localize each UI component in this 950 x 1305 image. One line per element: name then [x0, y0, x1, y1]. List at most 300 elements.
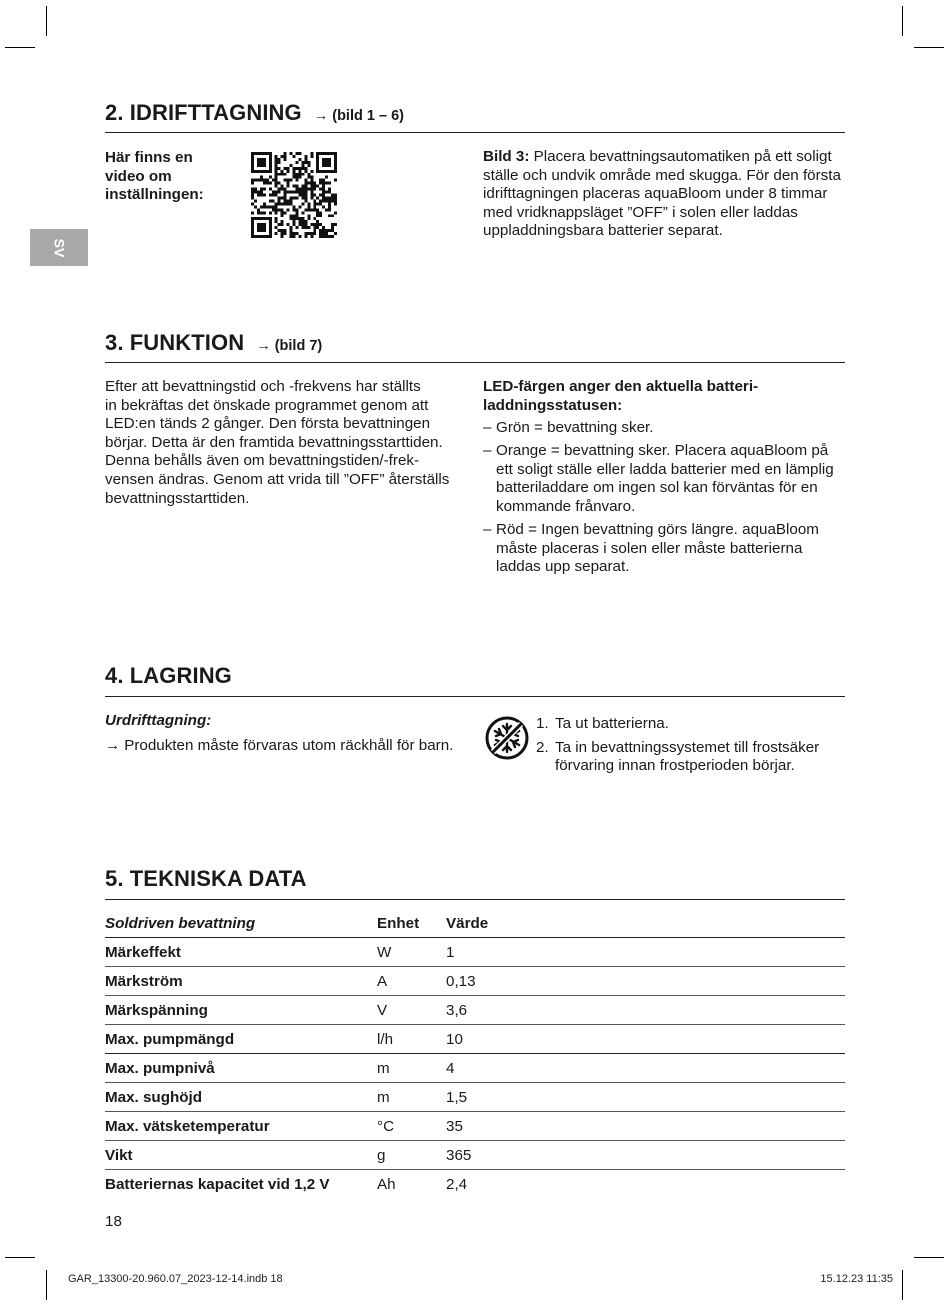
- crop-mark: [914, 47, 944, 48]
- qr-module: [298, 167, 301, 170]
- table-cell: 365: [446, 1141, 845, 1170]
- qr-module: [334, 211, 337, 214]
- qr-module: [260, 170, 263, 173]
- qr-module: [313, 188, 316, 191]
- tech-data-table: [105, 910, 845, 1198]
- qr-module: [287, 223, 290, 226]
- qr-module: [254, 199, 257, 202]
- qr-module: [319, 202, 322, 205]
- qr-module: [310, 191, 313, 194]
- qr-module: [251, 164, 254, 167]
- qr-module: [254, 217, 257, 220]
- qr-module: [301, 173, 304, 176]
- qr-module: [266, 235, 269, 238]
- qr-module: [263, 188, 266, 191]
- qr-module: [251, 196, 254, 199]
- qr-module: [331, 235, 334, 238]
- video-label-line: video om: [105, 167, 172, 185]
- qr-module: [254, 170, 257, 173]
- qr-module: [322, 170, 325, 173]
- qr-module: [310, 208, 313, 211]
- qr-module: [290, 217, 293, 220]
- qr-module: [319, 194, 322, 197]
- table-cell: 35: [446, 1112, 845, 1141]
- table-cell: m: [377, 1083, 446, 1112]
- qr-module: [260, 211, 263, 214]
- table-cell: 1,5: [446, 1083, 845, 1112]
- table-row: [105, 1083, 845, 1112]
- video-label-line: inställningen:: [105, 186, 204, 204]
- qr-module: [334, 164, 337, 167]
- table-cell: 10: [446, 1025, 845, 1054]
- qr-module: [275, 194, 278, 197]
- qr-module: [319, 223, 322, 226]
- section-2-ref-text: (bild 1 – 6): [332, 108, 404, 124]
- qr-module: [307, 226, 310, 229]
- qr-module: [325, 158, 328, 161]
- qr-module: [319, 182, 322, 185]
- qr-module: [251, 179, 254, 182]
- table-cell: Max. pumpmängd: [105, 1025, 377, 1054]
- qr-module: [310, 170, 313, 173]
- qr-module: [278, 173, 281, 176]
- qr-module: [281, 232, 284, 235]
- qr-module: [316, 152, 319, 155]
- table-header: Enhet: [377, 910, 446, 938]
- qr-module: [304, 188, 307, 191]
- no-frost-icon: [484, 715, 530, 761]
- qr-module: [281, 202, 284, 205]
- qr-module: [322, 235, 325, 238]
- qr-module: [263, 164, 266, 167]
- qr-module: [304, 179, 307, 182]
- qr-module: [313, 205, 316, 208]
- footer-file-info: GAR_13300-20.960.07_2023-12-14.indb 18: [68, 1273, 283, 1285]
- qr-module: [334, 196, 337, 199]
- qr-module: [328, 170, 331, 173]
- qr-module: [281, 223, 284, 226]
- qr-module: [260, 229, 263, 232]
- qr-module: [254, 235, 257, 238]
- qr-module: [316, 170, 319, 173]
- qr-module: [322, 229, 325, 232]
- qr-module: [319, 188, 322, 191]
- qr-module: [278, 202, 281, 205]
- qr-module: [310, 152, 313, 155]
- qr-module: [310, 179, 313, 182]
- bild3-label: Bild 3:: [483, 148, 530, 165]
- qr-module: [316, 223, 319, 226]
- table-cell: Max. pumpnivå: [105, 1054, 377, 1083]
- qr-module: [284, 229, 287, 232]
- qr-module: [272, 194, 275, 197]
- qr-module: [275, 232, 278, 235]
- qr-module: [298, 191, 301, 194]
- qr-module: [313, 229, 316, 232]
- led-item-green: [483, 419, 845, 438]
- qr-module: [316, 155, 319, 158]
- qr-module: [307, 208, 310, 211]
- qr-module: [251, 229, 254, 232]
- qr-module: [272, 205, 275, 208]
- qr-module: [322, 158, 325, 161]
- section-4-title: 4. LAGRING: [105, 663, 232, 688]
- function-line: vensen ändras. Genom att vrida till ”OFF” återställs: [105, 470, 450, 488]
- qr-module: [251, 188, 254, 191]
- led-heading-line: LED-färgen anger den aktuella batteri-: [483, 378, 759, 395]
- qr-module: [278, 161, 281, 164]
- arrow-icon: →: [256, 338, 271, 354]
- qr-module: [266, 205, 269, 208]
- qr-module: [251, 161, 254, 164]
- qr-module: [287, 182, 290, 185]
- qr-module: [316, 196, 319, 199]
- table-cell: Märkeffekt: [105, 938, 377, 967]
- qr-module: [295, 208, 298, 211]
- qr-module: [295, 176, 298, 179]
- qr-module: [310, 232, 313, 235]
- crop-mark: [914, 1257, 944, 1258]
- qr-module: [301, 167, 304, 170]
- qr-module: [293, 167, 296, 170]
- qr-module: [322, 164, 325, 167]
- qr-module: [304, 235, 307, 238]
- qr-module: [269, 232, 272, 235]
- qr-module: [293, 205, 296, 208]
- qr-module: [257, 161, 260, 164]
- qr-module: [298, 217, 301, 220]
- qr-module: [322, 188, 325, 191]
- qr-module: [293, 208, 296, 211]
- qr-module: [325, 199, 328, 202]
- table-row: [105, 996, 845, 1025]
- qr-module: [295, 173, 298, 176]
- video-label-line: Här finns en: [105, 149, 193, 166]
- qr-module: [322, 152, 325, 155]
- qr-module: [295, 185, 298, 188]
- qr-module: [281, 229, 284, 232]
- qr-module: [284, 167, 287, 170]
- qr-module: [325, 196, 328, 199]
- section-3-title: 3. FUNKTION: [105, 330, 245, 355]
- qr-module: [322, 194, 325, 197]
- table-cell: Max. vätsketemperatur: [105, 1112, 377, 1141]
- qr-module: [328, 164, 331, 167]
- qr-module: [295, 179, 298, 182]
- qr-module: [316, 164, 319, 167]
- qr-module: [316, 226, 319, 229]
- qr-module: [301, 217, 304, 220]
- qr-module: [278, 188, 281, 191]
- qr-module: [257, 229, 260, 232]
- qr-module: [269, 211, 272, 214]
- qr-module: [328, 161, 331, 164]
- table-row: [105, 1141, 845, 1170]
- qr-module: [331, 226, 334, 229]
- qr-module: [284, 211, 287, 214]
- qr-module: [293, 235, 296, 238]
- qr-module: [331, 196, 334, 199]
- qr-module: [301, 202, 304, 205]
- qr-module: [290, 199, 293, 202]
- dash: –: [483, 521, 492, 539]
- led-list: [483, 419, 845, 577]
- table-cell: 1: [446, 938, 845, 967]
- language-tab-label: SV: [51, 238, 67, 257]
- qr-module: [257, 194, 260, 197]
- qr-module: [290, 179, 293, 182]
- bild3-text: Placera bevattningsautomatiken på ett soligt ställe och undvik område med skugga. För den första idrifttagningen placeras aquaBloom under 8 timmar med vridknappsläget ”OFF” i solen eller laddas uppladdningsbara batterier separat.: [483, 148, 841, 240]
- qr-module: [319, 179, 322, 182]
- qr-module: [304, 232, 307, 235]
- qr-module: [322, 226, 325, 229]
- table-cell: Max. sughöjd: [105, 1083, 377, 1112]
- crop-mark: [5, 47, 35, 48]
- qr-module: [278, 182, 281, 185]
- qr-module: [260, 194, 263, 197]
- qr-module: [263, 229, 266, 232]
- qr-module: [251, 202, 254, 205]
- crop-mark: [46, 1270, 47, 1300]
- qr-module: [284, 158, 287, 161]
- qr-module: [307, 176, 310, 179]
- qr-module: [301, 194, 304, 197]
- qr-module: [287, 208, 290, 211]
- qr-module: [301, 161, 304, 164]
- qr-module: [275, 179, 278, 182]
- qr-module: [290, 235, 293, 238]
- qr-module: [269, 223, 272, 226]
- qr-module: [275, 167, 278, 170]
- qr-module: [293, 214, 296, 217]
- qr-module: [266, 179, 269, 182]
- storage-step: [536, 739, 845, 776]
- qr-module: [254, 205, 257, 208]
- qr-module: [334, 167, 337, 170]
- qr-module: [260, 223, 263, 226]
- led-status-block: [483, 378, 845, 581]
- qr-module: [298, 158, 301, 161]
- section-5-heading: [105, 866, 845, 900]
- qr-module: [328, 208, 331, 211]
- table-cell: Märkspänning: [105, 996, 377, 1025]
- qr-module: [275, 176, 278, 179]
- qr-module: [295, 232, 298, 235]
- qr-module: [260, 188, 263, 191]
- step-number: 2.: [536, 738, 549, 756]
- led-item-text: Orange = bevattning sker. Placera aquaBloom på ett soligt ställe eller ladda batterier med en lämplig batteriladdare om ingen sol kan förväntas för en kommande frånvaro.: [496, 442, 834, 516]
- qr-module: [269, 176, 272, 179]
- qr-module: [322, 196, 325, 199]
- qr-module: [293, 170, 296, 173]
- table-cell: g: [377, 1141, 446, 1170]
- qr-module: [310, 194, 313, 197]
- qr-module: [284, 191, 287, 194]
- qr-module: [322, 185, 325, 188]
- qr-module: [298, 176, 301, 179]
- qr-module: [295, 226, 298, 229]
- qr-module: [325, 164, 328, 167]
- qr-module: [301, 188, 304, 191]
- qr-module: [310, 185, 313, 188]
- qr-module: [278, 199, 281, 202]
- table-header: Soldriven bevattning: [105, 910, 377, 938]
- qr-module: [290, 164, 293, 167]
- qr-module: [322, 191, 325, 194]
- qr-module: [251, 226, 254, 229]
- qr-module: [284, 152, 287, 155]
- qr-module: [307, 214, 310, 217]
- qr-module: [263, 223, 266, 226]
- qr-module: [278, 191, 281, 194]
- qr-module: [263, 205, 266, 208]
- qr-module: [310, 182, 313, 185]
- qr-module: [269, 164, 272, 167]
- qr-module: [316, 161, 319, 164]
- qr-module: [310, 188, 313, 191]
- qr-module: [260, 235, 263, 238]
- qr-module: [269, 220, 272, 223]
- qr-module: [328, 182, 331, 185]
- qr-module: [304, 155, 307, 158]
- qr-module: [281, 208, 284, 211]
- qr-module: [301, 191, 304, 194]
- qr-module: [313, 208, 316, 211]
- storage-left: [105, 712, 475, 755]
- function-paragraph: [105, 378, 475, 508]
- qr-module: [293, 155, 296, 158]
- qr-module: [322, 179, 325, 182]
- table-row: [105, 1025, 845, 1054]
- qr-module: [263, 152, 266, 155]
- qr-module: [301, 220, 304, 223]
- qr-module: [310, 235, 313, 238]
- qr-code[interactable]: [251, 152, 337, 238]
- qr-module: [287, 202, 290, 205]
- qr-module: [293, 223, 296, 226]
- table-header: Värde: [446, 910, 845, 938]
- qr-module: [319, 199, 322, 202]
- qr-module: [290, 226, 293, 229]
- qr-module: [251, 211, 254, 214]
- footer-timestamp: 15.12.23 11:35: [820, 1273, 893, 1285]
- table-cell: Batteriernas kapacitet vid 1,2 V: [105, 1175, 330, 1193]
- section-3-ref: [256, 338, 322, 354]
- page-number: 18: [105, 1213, 122, 1230]
- qr-module: [269, 170, 272, 173]
- qr-module: [257, 208, 260, 211]
- arrow-icon: →: [105, 736, 121, 754]
- qr-module: [298, 235, 301, 238]
- bild3-paragraph: [483, 148, 845, 241]
- qr-module: [334, 170, 337, 173]
- qr-module: [281, 235, 284, 238]
- qr-module: [328, 196, 331, 199]
- qr-module: [281, 170, 284, 173]
- table-cell: 2,4: [446, 1175, 468, 1193]
- qr-module: [251, 167, 254, 170]
- qr-module: [284, 173, 287, 176]
- arrow-icon: →: [313, 108, 329, 124]
- qr-module: [263, 170, 266, 173]
- function-line: börjar. Detta är den framtida bevattningsstarttiden.: [105, 433, 443, 451]
- qr-module: [257, 211, 260, 214]
- qr-module: [266, 182, 269, 185]
- qr-module: [304, 170, 307, 173]
- qr-module: [331, 170, 334, 173]
- qr-module: [263, 179, 266, 182]
- qr-module: [307, 217, 310, 220]
- qr-module: [275, 164, 278, 167]
- section-3-heading: [105, 330, 845, 363]
- qr-module: [325, 170, 328, 173]
- qr-module: [284, 188, 287, 191]
- qr-module: [260, 176, 263, 179]
- qr-module: [331, 214, 334, 217]
- qr-module: [307, 182, 310, 185]
- qr-module: [290, 196, 293, 199]
- qr-module: [266, 170, 269, 173]
- qr-module: [325, 161, 328, 164]
- qr-module: [287, 191, 290, 194]
- qr-module: [316, 214, 319, 217]
- qr-module: [295, 161, 298, 164]
- qr-module: [272, 179, 275, 182]
- qr-module: [328, 199, 331, 202]
- table-cell: l/h: [377, 1025, 446, 1054]
- qr-module: [260, 191, 263, 194]
- qr-module: [301, 164, 304, 167]
- qr-module: [275, 170, 278, 173]
- qr-module: [272, 199, 275, 202]
- function-line: bevattningsstarttiden.: [105, 489, 250, 507]
- qr-module: [281, 220, 284, 223]
- qr-module: [322, 182, 325, 185]
- storage-arrow-line: [105, 737, 475, 756]
- qr-module: [313, 217, 316, 220]
- qr-module: [295, 196, 298, 199]
- section-2-heading: [105, 100, 845, 133]
- qr-module: [281, 211, 284, 214]
- qr-module: [263, 194, 266, 197]
- qr-module: [319, 211, 322, 214]
- section-2-ref: [314, 108, 404, 124]
- qr-module: [257, 158, 260, 161]
- qr-module: [254, 188, 257, 191]
- storage-arrow-text: Produkten måste förvaras utom räckhåll för barn.: [124, 736, 454, 754]
- qr-module: [260, 158, 263, 161]
- qr-module: [328, 202, 331, 205]
- qr-module: [257, 235, 260, 238]
- qr-module: [284, 232, 287, 235]
- qr-module: [313, 226, 316, 229]
- led-heading: [483, 378, 845, 415]
- qr-module: [254, 152, 257, 155]
- qr-module: [334, 152, 337, 155]
- qr-module: [251, 170, 254, 173]
- qr-module: [298, 220, 301, 223]
- qr-module: [328, 152, 331, 155]
- table-cell: °C: [377, 1112, 446, 1141]
- qr-module: [301, 223, 304, 226]
- qr-module: [301, 226, 304, 229]
- qr-module: [334, 223, 337, 226]
- qr-module: [263, 161, 266, 164]
- qr-module: [295, 191, 298, 194]
- table-cell: V: [377, 996, 446, 1025]
- qr-module: [298, 152, 301, 155]
- section-4-heading: [105, 663, 845, 697]
